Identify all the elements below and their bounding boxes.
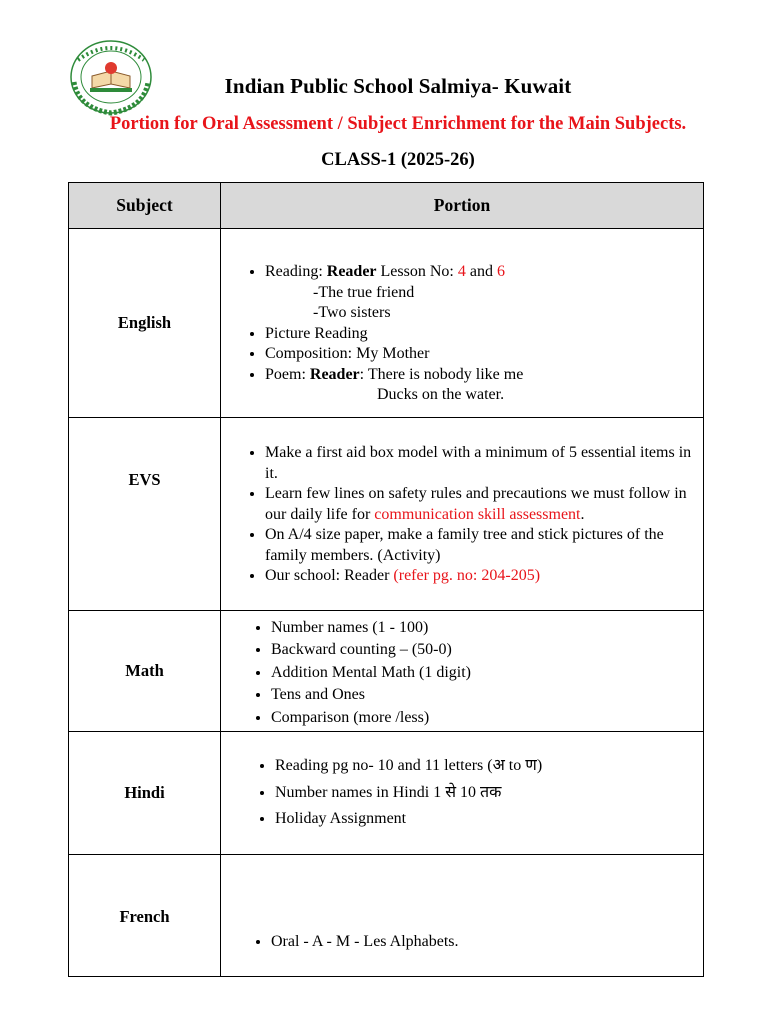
subject-math: Math [69, 611, 221, 732]
lesson-title: -Two sisters [313, 304, 391, 322]
poem-title: Ducks on the water. [377, 386, 505, 404]
portion-column-header: Portion [221, 183, 704, 229]
subject-hindi: Hindi [69, 732, 221, 855]
list-item: • Holiday Assignment [275, 809, 703, 830]
portion-math [221, 611, 704, 732]
list-item: • Our school: Reader (refer pg. no: 204-205) [265, 566, 695, 587]
list-item: • Learn few lines on safety rules and precautions we must follow in our daily life for communication skill assessment. [265, 484, 695, 525]
list-item: • Backward counting – (50-0) [271, 640, 703, 661]
subject-english: English [69, 229, 221, 418]
school-name: Indian Public School Salmiya- Kuwait [224, 74, 572, 98]
portion-hindi [221, 732, 704, 855]
table-header-row [69, 183, 704, 229]
subject-evs: EVS [69, 418, 221, 611]
table-row-hindi [69, 732, 704, 855]
list-item: • Reading pg no- 10 and 11 letters (अ to ण) [275, 756, 703, 777]
portion-evs [221, 418, 704, 611]
table-row-french [69, 855, 704, 977]
subject-column-header: Subject [69, 183, 221, 229]
list-item: • Picture Reading [265, 324, 703, 345]
list-item: • Poem: Reader: There is nobody like me Ducks on the water. [265, 365, 703, 406]
table-row-evs [69, 418, 704, 611]
list-item: • Tens and Ones [271, 685, 703, 706]
class-heading: CLASS-1 (2025-26) [321, 150, 475, 170]
list-item: • Number names (1 - 100) [271, 618, 703, 639]
subject-french: French [69, 855, 221, 977]
portion-french [221, 855, 704, 977]
portion-table [68, 182, 704, 977]
lesson-title: -The true friend [313, 283, 415, 301]
list-item: • On A/4 size paper, make a family tree and stick pictures of the family members. (Activity) [265, 525, 695, 566]
list-item: • Make a first aid box model with a minimum of 5 essential items in it. [265, 443, 695, 484]
document-subtitle: Portion for Oral Assessment / Subject Enrichment for the Main Subjects. [109, 114, 687, 134]
list-item: • Oral - A - M - Les Alphabets. [271, 932, 703, 953]
list-item: • Composition: My Mother [265, 344, 703, 365]
list-item: • Reading: Reader Lesson No: 4 and 6 -The true friend -Two sisters [265, 262, 703, 324]
list-item: • Comparison (more /less) [271, 708, 703, 729]
list-item: • Number names in Hindi 1 से 10 तक [275, 783, 703, 804]
portion-english [221, 229, 704, 418]
list-item: • Addition Mental Math (1 digit) [271, 663, 703, 684]
table-row-english [69, 229, 704, 418]
table-row-math [69, 611, 704, 732]
